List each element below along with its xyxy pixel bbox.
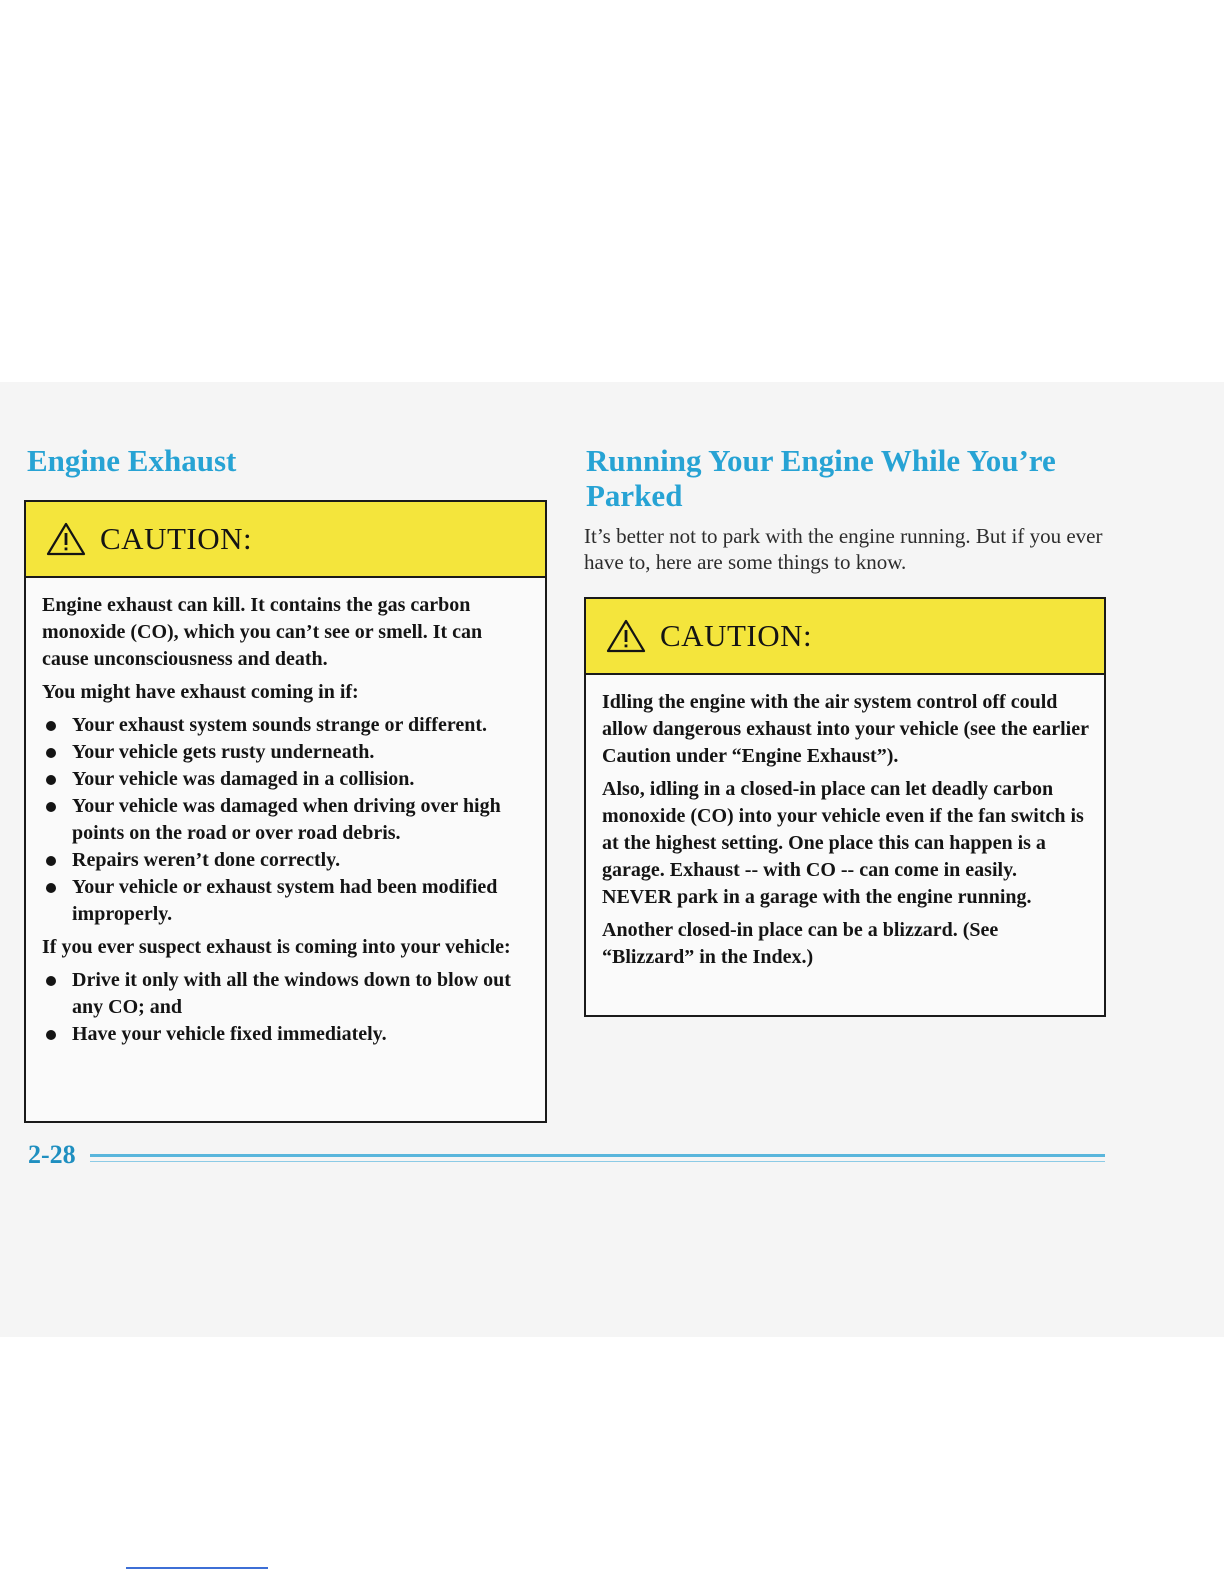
warning-triangle-icon <box>46 522 86 556</box>
caution-header <box>586 599 1104 675</box>
page-number: 2-28 <box>28 1140 76 1169</box>
caution-body <box>586 675 1104 971</box>
caution-body <box>26 578 545 1048</box>
bullet-icon <box>46 1030 56 1040</box>
actions-list <box>42 967 531 1048</box>
parked-intro-text: It’s better not to park with the engine running. But if you ever have to, here are some things to know. <box>584 524 1103 574</box>
warning-triangle-icon <box>606 619 646 653</box>
list-intro: You might have exhaust coming in if: <box>42 681 359 703</box>
engine-exhaust-caution-box <box>24 500 547 1123</box>
list-item: Your vehicle was damaged when driving over high points on the road or over road debris. <box>42 793 531 847</box>
suspect-intro: If you ever suspect exhaust is coming into your vehicle: <box>42 936 511 958</box>
bullet-icon <box>46 748 56 758</box>
list-item: Your vehicle gets rusty underneath. <box>42 739 531 766</box>
engine-exhaust-heading: Engine Exhaust <box>27 443 237 478</box>
list-item: Your vehicle was damaged in a collision. <box>42 766 531 793</box>
list-item: Drive it only with all the windows down to blow out any CO; and <box>42 967 531 1021</box>
list-item: Your vehicle or exhaust system had been modified improperly. <box>42 874 531 928</box>
bottom-divider <box>126 1567 268 1569</box>
footer-rule <box>90 1154 1105 1162</box>
caution-label: CAUTION: <box>100 521 253 556</box>
exhaust-signs-list <box>42 712 531 928</box>
caution-header <box>26 502 545 578</box>
caution-paragraph: Another closed-in place can be a blizzard. (See “Blizzard” in the Index.) <box>602 919 999 968</box>
caution-paragraph: Also, idling in a closed-in place can let deadly carbon monoxide (CO) into your vehicle even if the fan switch is at the highest setting. One place this can happen is a garage. Exhaust -- with CO -- can come in easily. NEVER park in a garage with the engine running. <box>602 778 1084 908</box>
bullet-icon <box>46 976 56 986</box>
parked-caution-box <box>584 597 1106 1017</box>
bullet-icon <box>46 883 56 893</box>
bullet-icon <box>46 856 56 866</box>
list-item: Repairs weren’t done correctly. <box>42 847 531 874</box>
bullet-icon <box>46 775 56 785</box>
running-engine-parked-heading: Running Your Engine While You’re Parked <box>586 443 1056 513</box>
list-item: Your exhaust system sounds strange or different. <box>42 712 531 739</box>
caution-label: CAUTION: <box>660 618 813 653</box>
caution-intro: Engine exhaust can kill. It contains the gas carbon monoxide (CO), which you can’t see or smell. It can cause unconsciousness and death. <box>42 594 483 670</box>
bullet-icon <box>46 721 56 731</box>
list-item: Have your vehicle fixed immediately. <box>42 1021 531 1048</box>
bullet-icon <box>46 802 56 812</box>
caution-paragraph: Idling the engine with the air system control off could allow dangerous exhaust into your vehicle (see the earlier Caution under “Engine Exhaust”). <box>602 691 1089 767</box>
